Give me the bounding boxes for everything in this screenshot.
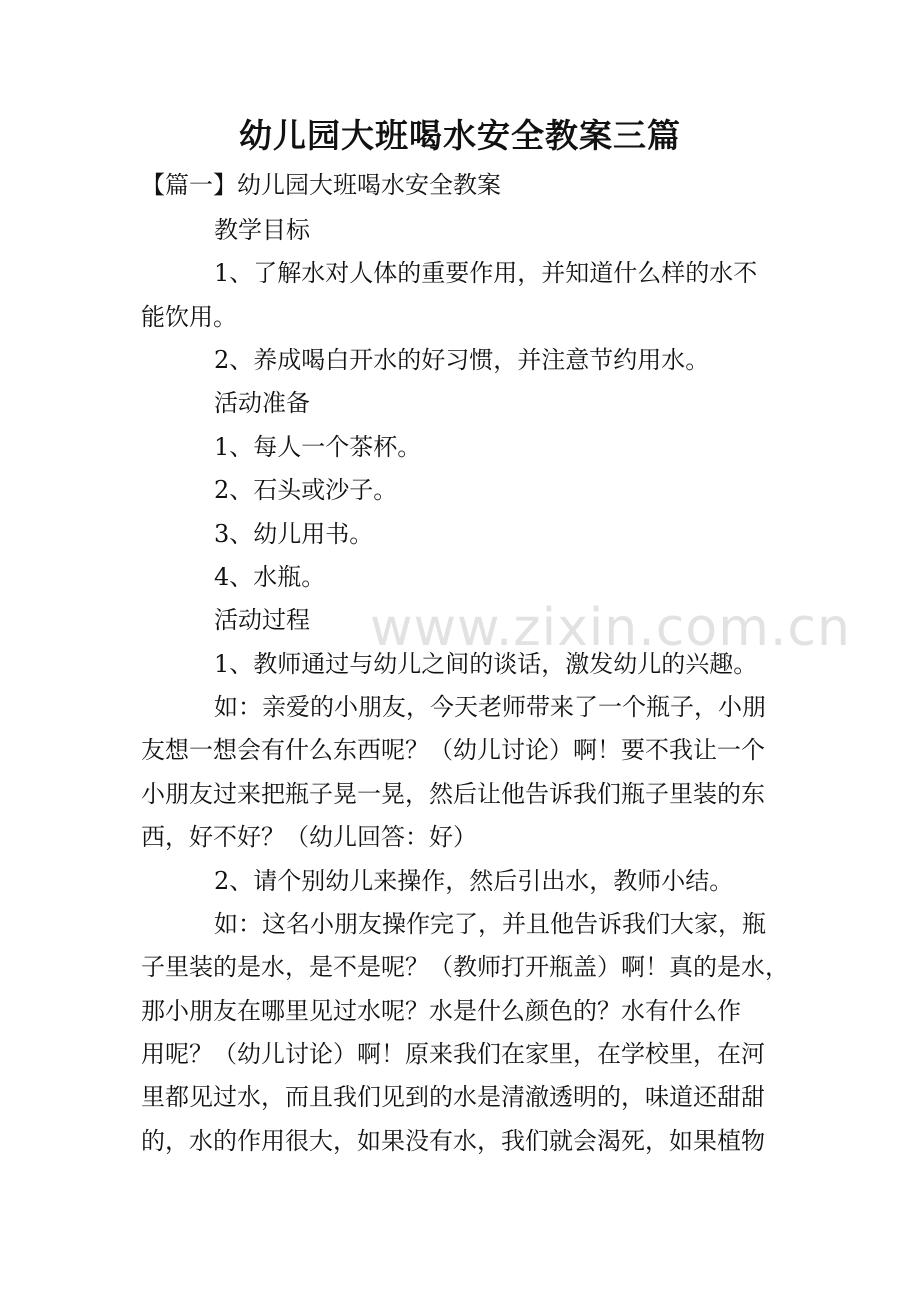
paragraph-line: 1、每人一个茶杯。 [214, 433, 422, 461]
paragraph-line: 2、请个别幼儿来操作，然后引出水，教师小结。 [214, 867, 734, 895]
watermark: www.zixin.com.cn [370, 598, 851, 658]
paragraph-line: 里都见过水，而且我们见到的水是清澈透明的，味道还甜甜 [141, 1083, 765, 1111]
paragraph-line: 3、幼儿用书。 [214, 520, 374, 548]
paragraph-line: 能饮用。 [141, 303, 237, 331]
paragraph-line: 如：亲爱的小朋友，今天老师带来了一个瓶子，小朋 [214, 693, 766, 721]
paragraph-line: 教学目标 [214, 216, 310, 244]
paragraph-line: 西，好不好？（幼儿回答：好） [141, 823, 477, 851]
paragraph-line: 小朋友过来把瓶子晃一晃，然后让他告诉我们瓶子里装的东 [141, 780, 765, 808]
paragraph-line: 子里装的是水，是不是呢？（教师打开瓶盖）啊！真的是水， [141, 953, 789, 981]
document-title: 幼儿园大班喝水安全教案三篇 [239, 116, 681, 155]
paragraph-line: 4、水瓶。 [214, 563, 326, 591]
paragraph-line: 活动准备 [214, 389, 310, 417]
paragraph-line: 如：这名小朋友操作完了，并且他告诉我们大家，瓶 [214, 910, 766, 938]
paragraph-line: 2、养成喝白开水的好习惯，并注意节约用水。 [214, 346, 710, 374]
paragraph-line: 1、教师通过与幼儿之间的谈话，激发幼儿的兴趣。 [214, 650, 758, 678]
paragraph-line: 2、石头或沙子。 [214, 476, 398, 504]
paragraph-line: 的，水的作用很大，如果没有水，我们就会渴死，如果植物 [141, 1127, 765, 1155]
paragraph-line: 活动过程 [214, 606, 310, 634]
paragraph-line: 1、了解水对人体的重要作用，并知道什么样的水不 [214, 259, 758, 287]
paragraph-line: 那小朋友在哪里见过水呢？水是什么颜色的？水有什么作 [141, 997, 741, 1025]
section-heading: 【篇一】幼儿园大班喝水安全教案 [141, 171, 501, 199]
paragraph-line: 用呢？（幼儿讨论）啊！原来我们在家里，在学校里，在河 [141, 1040, 765, 1068]
paragraph-line: 友想一想会有什么东西呢？（幼儿讨论）啊！要不我让一个 [141, 736, 765, 764]
